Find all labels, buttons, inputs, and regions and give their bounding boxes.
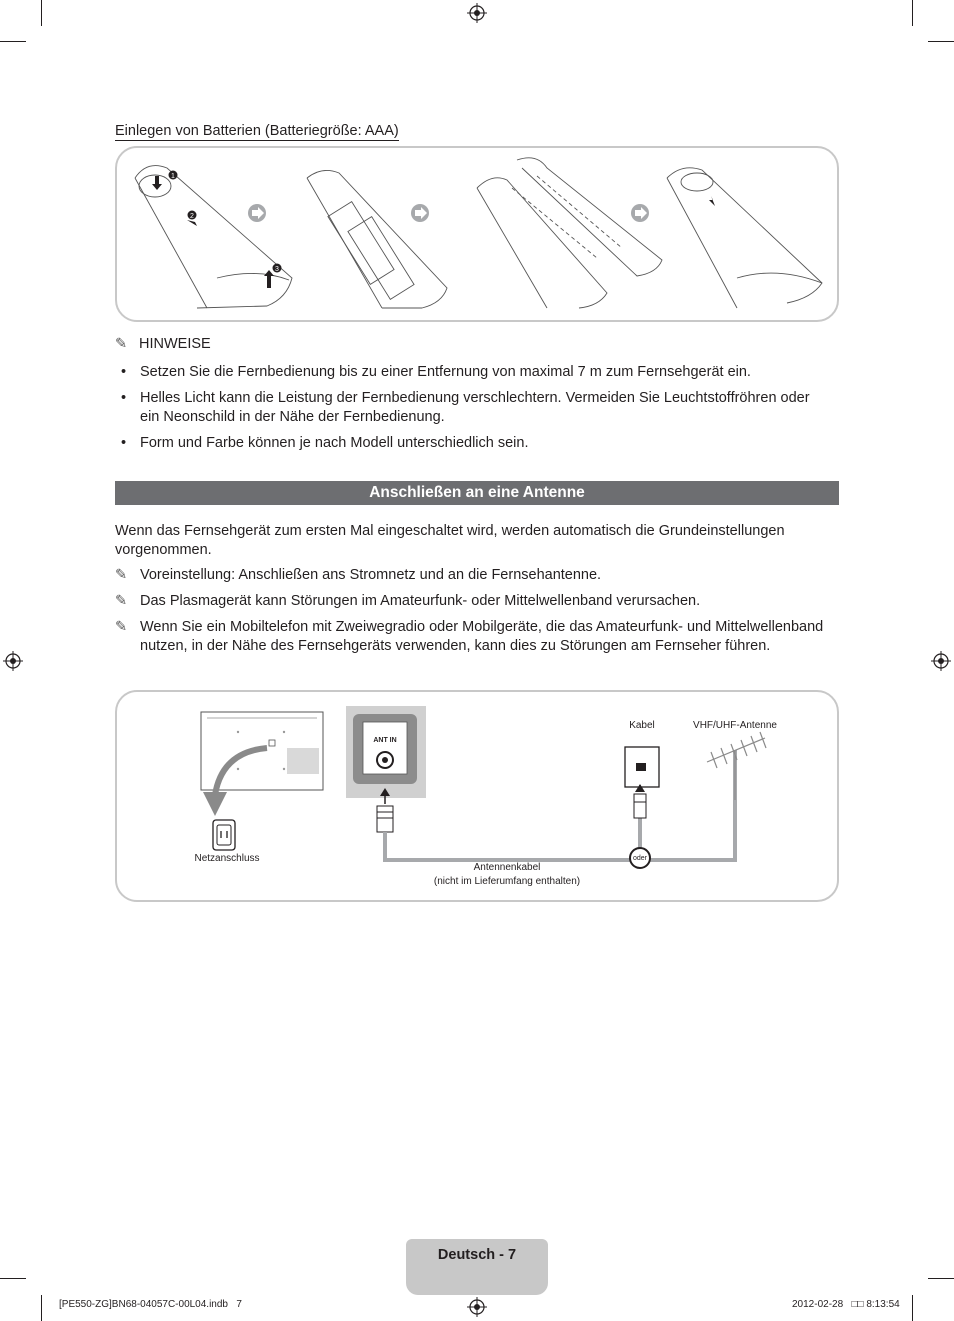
antenna-note-text: Wenn Sie ein Mobiltelefon mit Zweiwegradio oder Mobilgeräte, die das Amateurfunk- und Mittelwellenband nutzen, in der Nähe des Fernsehgeräts verwenden, kann dies zu Störungen am Fernseher führen. [140, 619, 824, 654]
crop-mark [0, 1278, 26, 1279]
step-marker-1: 1 [171, 173, 175, 180]
pencil-note-icon: ✎ [115, 593, 128, 609]
crop-mark [928, 1278, 954, 1279]
antenna-intro-text: Wenn das Fernsehgerät zum ersten Mal eingeschaltet wird, werden automatisch die Grundeinstellungen vorgenommen. [115, 523, 785, 558]
page-number-tab: Deutsch - 7 [406, 1239, 548, 1295]
antenna-note-text: Das Plasmagerät kann Störungen im Amateurfunk- oder Mittelwellenband verursachen. [140, 593, 701, 609]
timestamp-imprint: 2012-02-28 □□ 8:13:54 [792, 1299, 900, 1310]
antenna-cable-label: Antennenkabel [473, 862, 541, 873]
battery-section-title: Einlegen von Batterien (Batteriegröße: AAA) [115, 123, 399, 139]
list-item: • Form und Farbe können je nach Modell unterschiedlich sein. [115, 434, 815, 453]
file-page: 7 [236, 1299, 242, 1310]
antenna-diagram-panel [115, 690, 839, 902]
crop-mark [41, 1295, 42, 1321]
list-item: • Setzen Sie die Fernbedienung bis zu einer Entfernung von maximal 7 m zum Fernsehgerät ein. [115, 363, 815, 382]
antenna-note [115, 618, 835, 656]
antenna-label: VHF/UHF-Antenne [693, 720, 777, 731]
antenna-note-text: Voreinstellung: Anschließen ans Stromnetz und an die Fernsehantenne. [140, 567, 602, 583]
pencil-note-icon: ✎ [115, 619, 128, 635]
crop-mark [928, 41, 954, 42]
crop-mark [912, 1295, 913, 1321]
registration-mark-icon [467, 1297, 487, 1317]
power-socket-label: Netzanschluss [194, 853, 260, 864]
notes-heading [115, 336, 211, 352]
antenna-note [115, 592, 835, 611]
file-name: [PE550-ZG]BN68-04057C-00L04.indb [59, 1299, 228, 1310]
file-name-imprint [59, 1299, 242, 1310]
crop-mark [41, 0, 42, 26]
list-item: • Helles Licht kann die Leistung der Fernbedienung verschlechtern. Vermeiden Sie Leuchtstoffröhren oder ein Neonschild in der Nähe der Fernbedienung. [115, 389, 815, 427]
cable-outlet-label: Kabel [629, 720, 655, 731]
step-marker-2: 2 [190, 213, 194, 220]
battery-steps-illustration [117, 148, 837, 320]
battery-illustration-panel [115, 146, 839, 322]
step-marker-3: 3 [275, 266, 279, 273]
crop-mark [912, 0, 913, 26]
pencil-note-icon: ✎ [115, 567, 128, 583]
notes-list [115, 363, 815, 460]
registration-mark-icon [931, 651, 951, 671]
ant-in-label: ANT IN [373, 737, 397, 744]
antenna-cable-note: (nicht im Lieferumfang enthalten) [433, 876, 581, 887]
or-label: oder [632, 855, 648, 862]
pencil-note-icon: ✎ [115, 336, 128, 352]
registration-mark-icon [3, 651, 23, 671]
antenna-section-title: Anschließen an eine Antenne [115, 481, 839, 505]
antenna-note [115, 566, 835, 585]
notes-heading-text: HINWEISE [139, 336, 211, 352]
crop-mark [0, 41, 26, 42]
registration-mark-icon [467, 3, 487, 23]
